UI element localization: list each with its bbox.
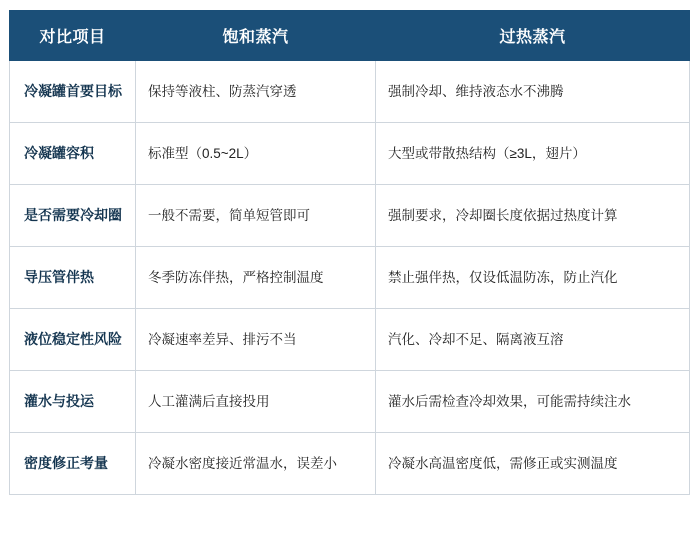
row-value-superheated: 禁止强伴热，仅设低温防冻，防止汽化 bbox=[376, 247, 690, 309]
table-header bbox=[10, 11, 690, 61]
comparison-table bbox=[9, 10, 690, 495]
row-label: 冷凝罐首要目标 bbox=[10, 61, 136, 123]
row-value-saturated: 保持等液柱、防蒸汽穿透 bbox=[136, 61, 376, 123]
row-label: 液位稳定性风险 bbox=[10, 309, 136, 371]
row-value-saturated: 标准型（0.5~2L） bbox=[136, 123, 376, 185]
row-value-superheated: 大型或带散热结构（≥3L，翅片） bbox=[376, 123, 690, 185]
table-body bbox=[10, 61, 690, 495]
column-header-item: 对比项目 bbox=[10, 11, 136, 61]
table-header-row bbox=[10, 11, 690, 61]
row-label: 密度修正考量 bbox=[10, 433, 136, 495]
row-value-superheated: 汽化、冷却不足、隔离液互溶 bbox=[376, 309, 690, 371]
row-label: 冷凝罐容积 bbox=[10, 123, 136, 185]
row-value-saturated: 冷凝水密度接近常温水，误差小 bbox=[136, 433, 376, 495]
row-value-superheated: 强制要求，冷却圈长度依据过热度计算 bbox=[376, 185, 690, 247]
table-row bbox=[10, 433, 690, 495]
row-value-superheated: 强制冷却、维持液态水不沸腾 bbox=[376, 61, 690, 123]
table-row bbox=[10, 61, 690, 123]
table-row bbox=[10, 371, 690, 433]
column-header-superheated-steam: 过热蒸汽 bbox=[376, 11, 690, 61]
row-label: 导压管伴热 bbox=[10, 247, 136, 309]
table-row bbox=[10, 309, 690, 371]
table-row bbox=[10, 185, 690, 247]
table-row bbox=[10, 123, 690, 185]
row-value-saturated: 冷凝速率差异、排污不当 bbox=[136, 309, 376, 371]
row-value-superheated: 冷凝水高温密度低，需修正或实测温度 bbox=[376, 433, 690, 495]
row-value-superheated: 灌水后需检查冷却效果，可能需持续注水 bbox=[376, 371, 690, 433]
column-header-saturated-steam: 饱和蒸汽 bbox=[136, 11, 376, 61]
row-value-saturated: 冬季防冻伴热，严格控制温度 bbox=[136, 247, 376, 309]
table-row bbox=[10, 247, 690, 309]
row-value-saturated: 人工灌满后直接投用 bbox=[136, 371, 376, 433]
row-label: 是否需要冷却圈 bbox=[10, 185, 136, 247]
row-label: 灌水与投运 bbox=[10, 371, 136, 433]
row-value-saturated: 一般不需要，简单短管即可 bbox=[136, 185, 376, 247]
